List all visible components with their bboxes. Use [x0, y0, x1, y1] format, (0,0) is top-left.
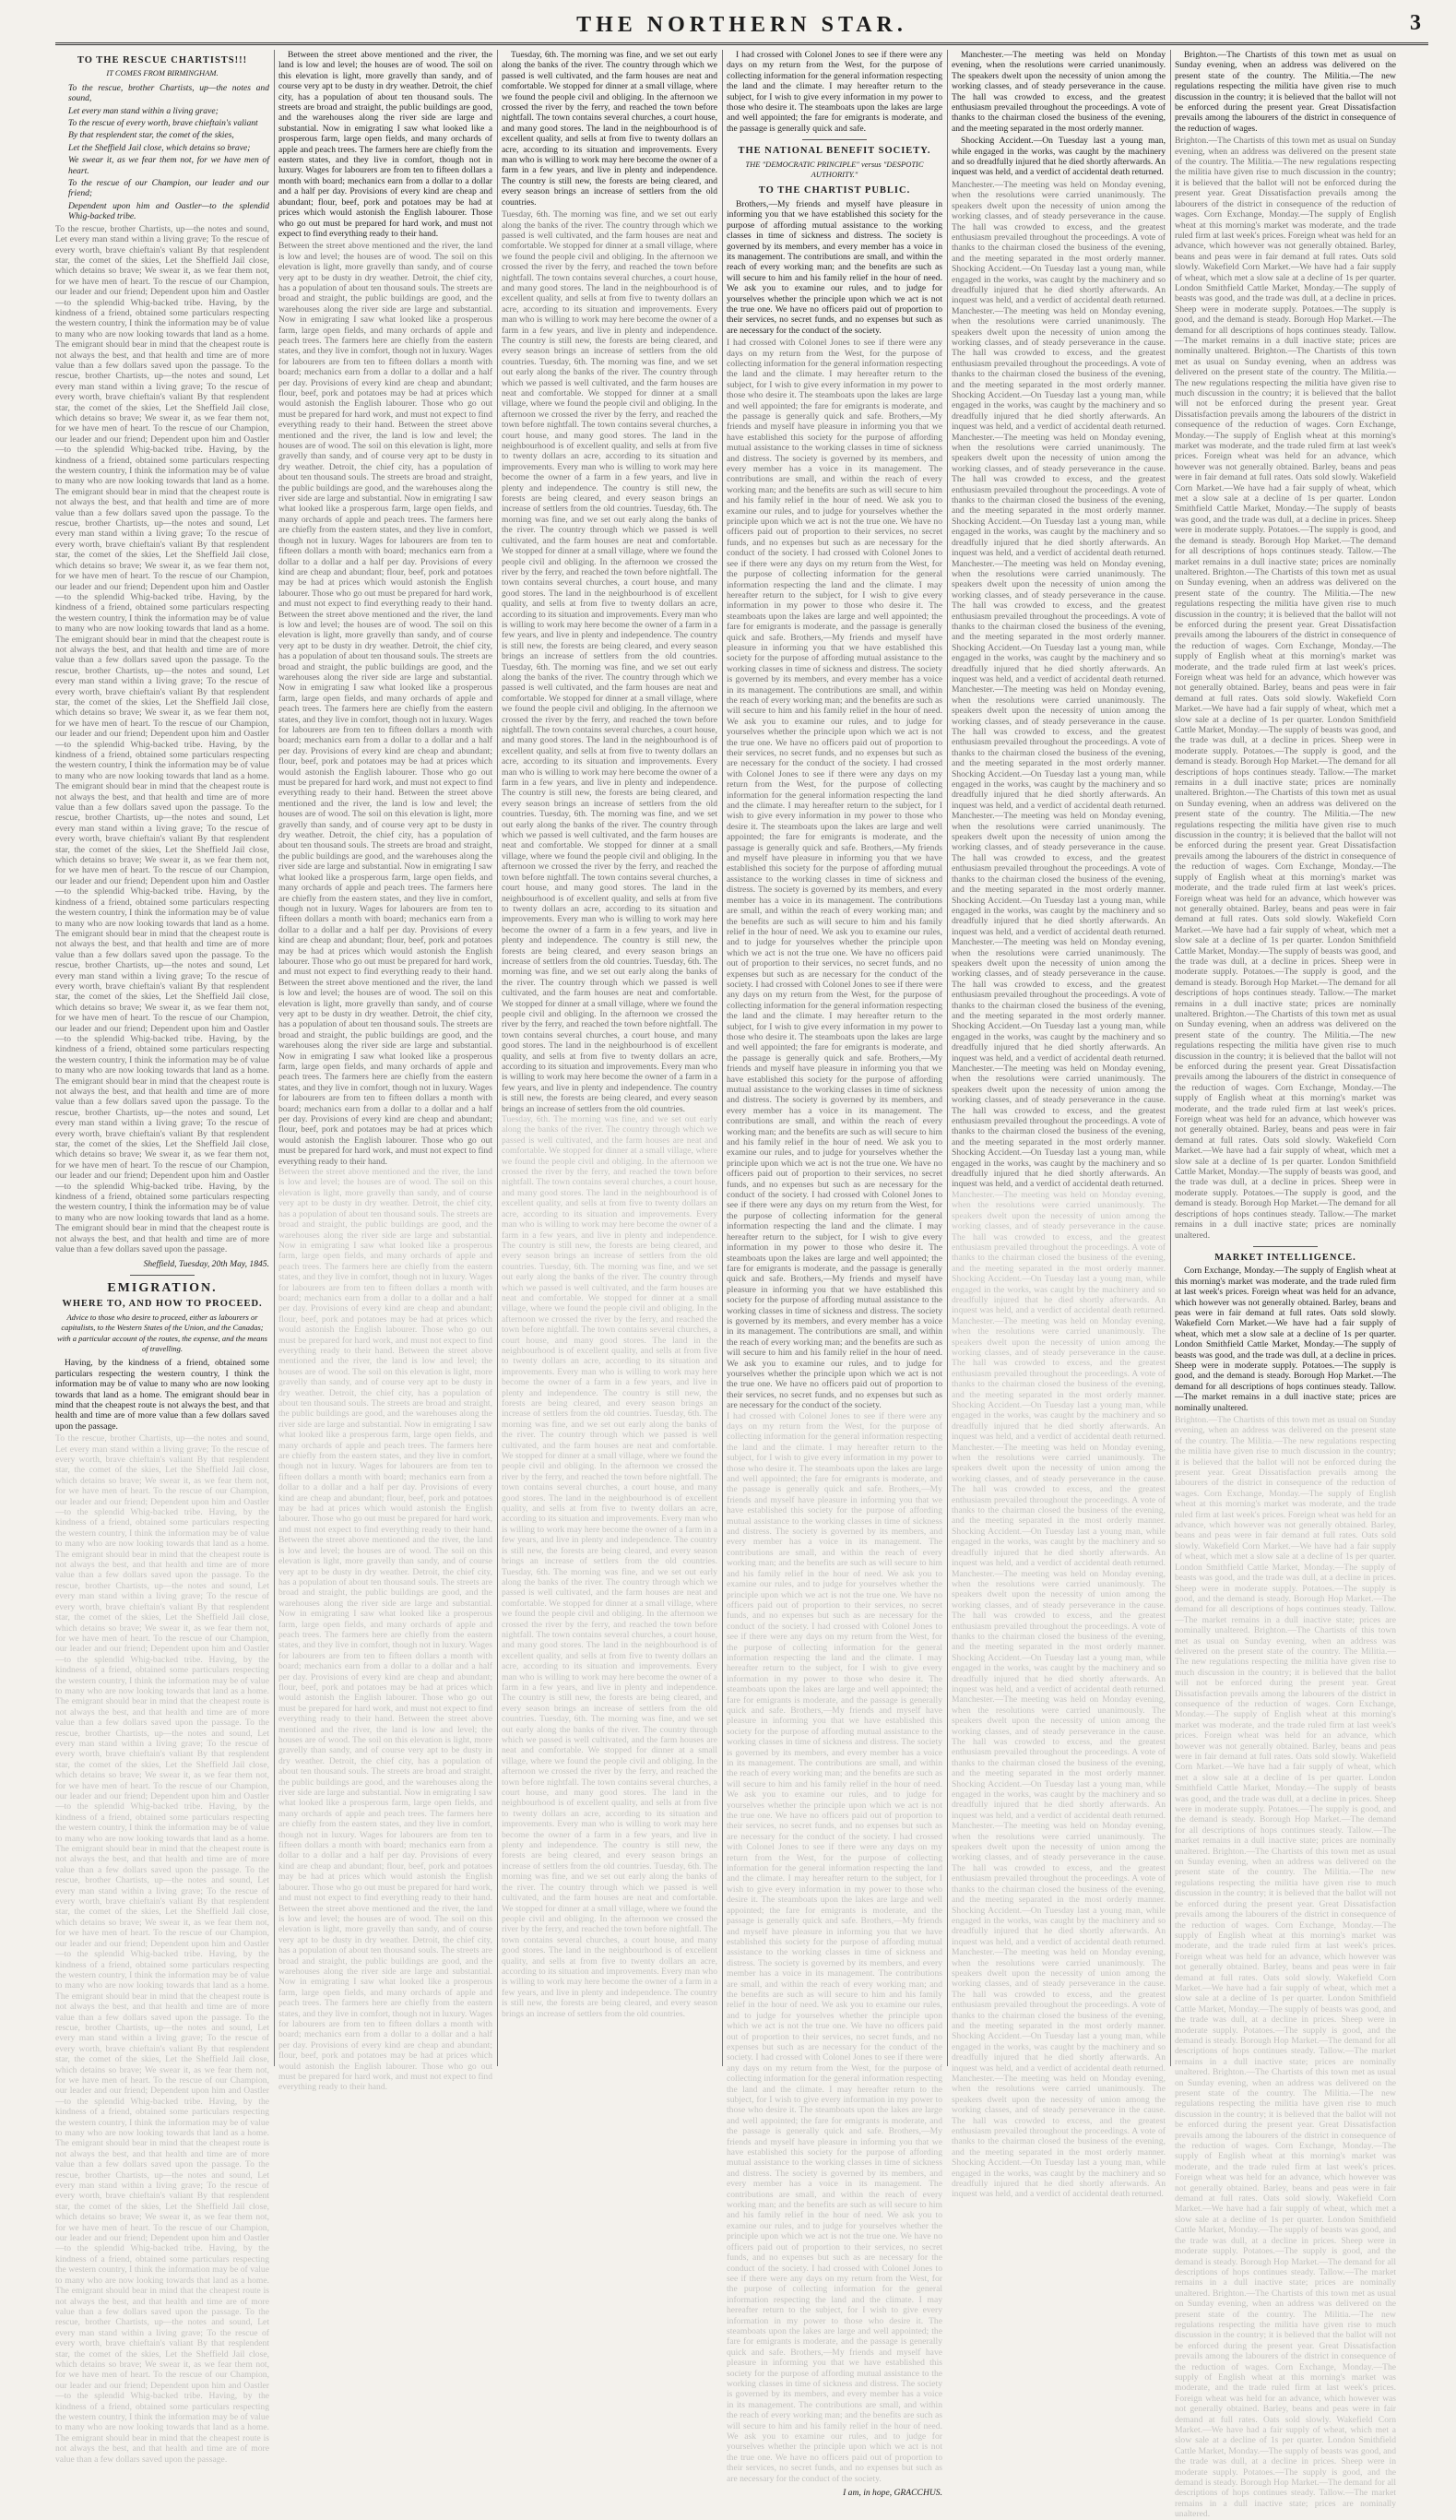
market-faded-text: Brighton.—The Chartists of this town met as usual on Sunday evening, when an address was delivered on the present state of the country. The Militia.—The new regulations respecting the militia have given rise to much discussion in the country; it is believed that the ballot will not be enforced during the present year. Great Dissatisfaction prevails among the labourers of the district in consequence of the reduction of wages. Corn Exchange, Monday.—The supply of English wheat at this morning's market was moderate, and the trade ruled firm at last week's prices. Foreign wheat was held for an advance, which however was not generally obtained. Barley, beans and peas were in fair demand at full rates. Oats sold slowly. Wakefield Corn Market.—We have had a fair supply of wheat, which met a slow sale at a decline of 1s per quarter. London Smithfield Cattle Market, Monday.—The supply of beasts was good, and the trade was dull, at a decline in prices. Sheep were in moderate supply. Potatoes.—The supply is good, and the demand is steady. Borough Hop Market.—The demand for all descriptions of hops continues steady. Tallow.—The market remains in a dull inactive state; prices are nominally unaltered. Brighton.—The Chartists of this town met as usual on Sunday evening, when an address was delivered on the present state of the country. The Militia.—The new regulations respecting the militia have given rise to much discussion in the country; it is believed that the ballot will not be enforced during the present year. Great Dissatisfaction prevails among the labourers of the district in consequence of the reduction of wages. Corn Exchange, Monday.—The supply of English wheat at this morning's market was moderate, and the trade ruled firm at last week's prices. Foreign wheat was held for an advance, which however was not generally obtained. Barley, beans and peas were in fair demand at full rates. Oats sold slowly. Wakefield Corn Market.—We have had a fair supply of wheat, which met a slow sale at a decline of 1s per quarter. London Smithfield Cattle Market, Monday.—The supply of beasts was good, and the trade was dull, at a decline in prices. Sheep were in moderate supply. Potatoes.—The supply is good, and the demand is steady. Borough Hop Market.—The demand for all descriptions of hops continues steady. Tallow.—The market remains in a dull inactive state; prices are nominally unaltered. Brighton.—The Chartists of this town met as usual on Sunday evening, when an address was delivered on the present state of the country. The Militia.—The new regulations respecting the militia have given rise to much discussion in the country; it is believed that the ballot will not be enforced during the present year. Great Dissatisfaction prevails among the labourers of the district in consequence of the reduction of wages. Corn Exchange, Monday.—The supply of English wheat at this morning's market was moderate, and the trade ruled firm at last week's prices. Foreign wheat was held for an advance, which however was not generally obtained. Barley, beans and peas were in fair demand at full rates. Oats sold slowly. Wakefield Corn Market.—We have had a fair supply of wheat, which met a slow sale at a decline of 1s per quarter. London Smithfield Cattle Market, Monday.—The supply of beasts was good, and the trade was dull, at a decline in prices. Sheep were in moderate supply. Potatoes.—The supply is good, and the demand is steady. Borough Hop Market.—The demand for all descriptions of hops continues steady. Tallow.—The market remains in a dull inactive state; prices are nominally unaltered. Brighton.—The Chartists of this town met as usual on Sunday evening, when an address was delivered on the present state of the country. The Militia.—The new regulations respecting the militia have given rise to much discussion in the country; it is believed that the ballot will not be enforced during the present year. Great Dissatisfaction prevails among the labourers of the district in consequence of the reduction of wages. Corn Exchange, Monday.—The supply of English wheat at this morning's market was moderate, and the trade ruled firm at last week's prices. Foreign wheat was held for an advance, which however was not generally obtained. Barley, beans and peas were in fair demand at full rates. Oats sold slowly. Wakefield Corn Market.—We have had a fair supply of wheat, which met a slow sale at a decline of 1s per quarter. London Smithfield Cattle Market, Monday.—The supply of beasts was good, and the trade was dull, at a decline in prices. Sheep were in moderate supply. Potatoes.—The supply is good, and the demand is steady. Borough Hop Market.—The demand for all descriptions of hops continues steady. Tallow.—The market remains in a dull inactive state; prices are nominally unaltered. Brighton.—The Chartists of this town met as usual on Sunday evening, when an address was delivered on the present state of the country. The Militia.—The new regulations respecting the militia have given rise to much discussion in the country; it is believed that the ballot will not be enforced during the present year. Great Dissatisfaction prevails among the labourers of the district in consequence of the reduction of wages. Corn Exchange, Monday.—The supply of English wheat at this morning's market was moderate, and the trade ruled firm at last week's prices. Foreign wheat was held for an advance, which however was not generally obtained. Barley, beans and peas were in fair demand at full rates. Oats sold slowly. Wakefield Corn Market.—We have had a fair supply of wheat, which met a slow sale at a decline of 1s per quarter. London Smithfield Cattle Market, Monday.—The supply of beasts was good, and the trade was dull, at a decline in prices. Sheep were in moderate supply. Potatoes.—The supply is good, and the demand is steady. Borough Hop Market.—The demand for all descriptions of hops continues steady. Tallow.—The market remains in a dull inactive state; prices are nominally unaltered. — [1175, 1415, 1399, 2520]
market-body: Corn Exchange, Monday.—The supply of English wheat at this morning's market was moderate, and the trade ruled firm at last week's prices. Foreign wheat was held for an advance, which however was not generally obtained. Barley, beans and peas were in fair demand at full rates. Oats sold slowly. Wakefield Corn Market.—We have had a fair supply of wheat, which met a slow sale at a decline of 1s per quarter. London Smithfield Cattle Market, Monday.—The supply of beasts was good, and the trade was dull, at a decline in prices. Sheep were in moderate supply. Potatoes.—The supply is good, and the demand is steady. Borough Hop Market.—The demand for all descriptions of hops continues steady. Tallow.—The market remains in a dull inactive state; prices are nominally unaltered. — [1175, 1266, 1396, 1413]
article-faded-text: Between the street above mentioned and the river, the land is low and level; the houses are of wood. The soil on this elevation is light, more gravelly than sandy, and of course very apt to be dusty in dry weather. Detroit, the chief city, has a population of about ten thousand souls. The streets are broad and straight, the public buildings are good, and the warehouses along the river side are large and substantial. Now in emigrating I saw what looked like a prosperous farm, large open fields, and many orchards of apple and peach trees. The farmers here are chiefly from the eastern states, and they live in comfort, though not in luxury. Wages for labourers are from ten to fifteen dollars a month with board; mechanics earn from a dollar to a dollar and a half per day. Provisions of every kind are cheap and abundant; flour, beef, pork and potatoes may be had at prices which would astonish the English labourer. Those who go out must be prepared for hard work, and must not expect to find everything ready to their hand. Between the street above mentioned and the river, the land is low and level; the houses are of wood. The soil on this elevation is light, more gravelly than sandy, and of course very apt to be dusty in dry weather. Detroit, the chief city, has a population of about ten thousand souls. The streets are broad and straight, the public buildings are good, and the warehouses along the river side are large and substantial. Now in emigrating I saw what looked like a prosperous farm, large open fields, and many orchards of apple and peach trees. The farmers here are chiefly from the eastern states, and they live in comfort, though not in luxury. Wages for labourers are from ten to fifteen dollars a month with board; mechanics earn from a dollar to a dollar and a half per day. Provisions of every kind are cheap and abundant; flour, beef, pork and potatoes may be had at prices which would astonish the English labourer. Those who go out must be prepared for hard work, and must not expect to find everything ready to their hand. Between the street above mentioned and the river, the land is low and level; the houses are of wood. The soil on this elevation is light, more gravelly than sandy, and of course very apt to be dusty in dry weather. Detroit, the chief city, has a population of about ten thousand souls. The streets are broad and straight, the public buildings are good, and the warehouses along the river side are large and substantial. Now in emigrating I saw what looked like a prosperous farm, large open fields, and many orchards of apple and peach trees. The farmers here are chiefly from the eastern states, and they live in comfort, though not in luxury. Wages for labourers are from ten to fifteen dollars a month with board; mechanics earn from a dollar to a dollar and a half per day. Provisions of every kind are cheap and abundant; flour, beef, pork and potatoes may be had at prices which would astonish the English labourer. Those who go out must be prepared for hard work, and must not expect to find everything ready to their hand. Between the street above mentioned and the river, the land is low and level; the houses are of wood. The soil on this elevation is light, more gravelly than sandy, and of course very apt to be dusty in dry weather. Detroit, the chief city, has a population of about ten thousand souls. The streets are broad and straight, the public buildings are good, and the warehouses along the river side are large and substantial. Now in emigrating I saw what looked like a prosperous farm, large open fields, and many orchards of apple and peach trees. The farmers here are chiefly from the eastern states, and they live in comfort, though not in luxury. Wages for labourers are from ten to fifteen dollars a month with board; mechanics earn from a dollar to a dollar and a half per day. Provisions of every kind are cheap and abundant; flour, beef, pork and potatoes may be had at prices which would astonish the English labourer. Those who go out must be prepared for hard work, and must not expect to find everything ready to their hand. Between the street above mentioned and the river, the land is low and level; the houses are of wood. The soil on this elevation is light, more gravelly than sandy, and of course very apt to be dusty in dry weather. Detroit, the chief city, has a population of about ten thousand souls. The streets are broad and straight, the public buildings are good, and the warehouses along the river side are large and substantial. Now in emigrating I saw what looked like a prosperous farm, large open fields, and many orchards of apple and peach trees. The farmers here are chiefly from the eastern states, and they live in comfort, though not in luxury. Wages for labourers are from ten to fifteen dollars a month with board; mechanics earn from a dollar to a dollar and a half per day. Provisions of every kind are cheap and abundant; flour, beef, pork and potatoes may be had at prices which would astonish the English labourer. Those who go out must be prepared for hard work, and must not expect to find everything ready to their hand. — [278, 1167, 495, 2093]
article-faded-text: Tuesday, 6th. The morning was fine, and we set out early along the banks of the river. The country through which we passed is well cultivated, and the farm houses are neat and comfortable. We stopped for dinner at a small village, where we found the people civil and obliging. In the afternoon we crossed the river by the ferry, and reached the town before nightfall. The town contains several churches, a court house, and many good stores. The land in the neighbourhood is of excellent quality, and sells at from five to twenty dollars an acre, according to its situation and improvements. Every man who is willing to work may here become the owner of a farm in a few years, and live in plenty and independence. The country is still new, the forests are being cleared, and every season brings an increase of settlers from the old countries. Tuesday, 6th. The morning was fine, and we set out early along the banks of the river. The country through which we passed is well cultivated, and the farm houses are neat and comfortable. We stopped for dinner at a small village, where we found the people civil and obliging. In the afternoon we crossed the river by the ferry, and reached the town before nightfall. The town contains several churches, a court house, and many good stores. The land in the neighbourhood is of excellent quality, and sells at from five to twenty dollars an acre, according to its situation and improvements. Every man who is willing to work may here become the owner of a farm in a few years, and live in plenty and independence. The country is still new, the forests are being cleared, and every season brings an increase of settlers from the old countries. Tuesday, 6th. The morning was fine, and we set out early along the banks of the river. The country through which we passed is well cultivated, and the farm houses are neat and comfortable. We stopped for dinner at a small village, where we found the people civil and obliging. In the afternoon we crossed the river by the ferry, and reached the town before nightfall. The town contains several churches, a court house, and many good stores. The land in the neighbourhood is of excellent quality, and sells at from five to twenty dollars an acre, according to its situation and improvements. Every man who is willing to work may here become the owner of a farm in a few years, and live in plenty and independence. The country is still new, the forests are being cleared, and every season brings an increase of settlers from the old countries. Tuesday, 6th. The morning was fine, and we set out early along the banks of the river. The country through which we passed is well cultivated, and the farm houses are neat and comfortable. We stopped for dinner at a small village, where we found the people civil and obliging. In the afternoon we crossed the river by the ferry, and reached the town before nightfall. The town contains several churches, a court house, and many good stores. The land in the neighbourhood is of excellent quality, and sells at from five to twenty dollars an acre, according to its situation and improvements. Every man who is willing to work may here become the owner of a farm in a few years, and live in plenty and independence. The country is still new, the forests are being cleared, and every season brings an increase of settlers from the old countries. Tuesday, 6th. The morning was fine, and we set out early along the banks of the river. The country through which we passed is well cultivated, and the farm houses are neat and comfortable. We stopped for dinner at a small village, where we found the people civil and obliging. In the afternoon we crossed the river by the ferry, and reached the town before nightfall. The town contains several churches, a court house, and many good stores. The land in the neighbourhood is of excellent quality, and sells at from five to twenty dollars an acre, according to its situation and improvements. Every man who is willing to work may here become the owner of a farm in a few years, and live in plenty and independence. The country is still new, the forests are being cleared, and every season brings an increase of settlers from the old countries. Tuesday, 6th. The morning was fine, and we set out early along the banks of the river. The country through which we passed is well cultivated, and the farm houses are neat and comfortable. We stopped for dinner at a small village, where we found the people civil and obliging. In the afternoon we crossed the river by the ferry, and reached the town before nightfall. The town contains several churches, a court house, and many good stores. The land in the neighbourhood is of excellent quality, and sells at from five to twenty dollars an acre, according to its situation and improvements. Every man who is willing to work may here become the owner of a farm in a few years, and live in plenty and independence. The country is still new, the forests are being cleared, and every season brings an increase of settlers from the old countries. — [502, 1114, 720, 2019]
news-body-2: Shocking Accident.—On Tuesday last a young man, while engaged in the works, was caught by the machinery and so dreadfully injured that he died shortly afterwards. An inquest was held, and a verdict of accidental death returned. — [952, 136, 1166, 178]
poem-line: We swear it, as we fear them not, for we have men of heart. — [68, 155, 269, 176]
column-4 — [727, 50, 945, 2499]
section-divider — [130, 1275, 195, 1276]
column-rule — [497, 50, 498, 2066]
article-body: I had crossed with Colonel Jones to see if there were any days on my return from the West, for the purpose of collecting information for the general information respecting the land and the climate. I may hereafter return to the subject, for I wish to give every information in my power to those who desire it. The steamboats upon the lakes are large and well appointed; the fare for emigrants is moderate, and the passage is generally quick and safe. — [727, 50, 942, 134]
news-continuation: Manchester.—The meeting was held on Monday evening, when the resolutions were carried unanimously. The speakers dwelt upon the necessity of union among the working classes, and of steady perseverance in the cause. The hall was crowded to excess, and the greatest enthusiasm prevailed throughout the proceedings. A vote of thanks to the chairman closed the business of the evening, and the meeting separated in the most orderly manner. Shocking Accident.—On Tuesday last a young man, while engaged in the works, was caught by the machinery and so dreadfully injured that he died shortly afterwards. An inquest was held, and a verdict of accidental death returned. Manchester.—The meeting was held on Monday evening, when the resolutions were carried unanimously. The speakers dwelt upon the necessity of union among the working classes, and of steady perseverance in the cause. The hall was crowded to excess, and the greatest enthusiasm prevailed throughout the proceedings. A vote of thanks to the chairman closed the business of the evening, and the meeting separated in the most orderly manner. Shocking Accident.—On Tuesday last a young man, while engaged in the works, was caught by the machinery and so dreadfully injured that he died shortly afterwards. An inquest was held, and a verdict of accidental death returned. Manchester.—The meeting was held on Monday evening, when the resolutions were carried unanimously. The speakers dwelt upon the necessity of union among the working classes, and of steady perseverance in the cause. The hall was crowded to excess, and the greatest enthusiasm prevailed throughout the proceedings. A vote of thanks to the chairman closed the business of the evening, and the meeting separated in the most orderly manner. Shocking Accident.—On Tuesday last a young man, while engaged in the works, was caught by the machinery and so dreadfully injured that he died shortly afterwards. An inquest was held, and a verdict of accidental death returned. Manchester.—The meeting was held on Monday evening, when the resolutions were carried unanimously. The speakers dwelt upon the necessity of union among the working classes, and of steady perseverance in the cause. The hall was crowded to excess, and the greatest enthusiasm prevailed throughout the proceedings. A vote of thanks to the chairman closed the business of the evening, and the meeting separated in the most orderly manner. Shocking Accident.—On Tuesday last a young man, while engaged in the works, was caught by the machinery and so dreadfully injured that he died shortly afterwards. An inquest was held, and a verdict of accidental death returned. Manchester.—The meeting was held on Monday evening, when the resolutions were carried unanimously. The speakers dwelt upon the necessity of union among the working classes, and of steady perseverance in the cause. The hall was crowded to excess, and the greatest enthusiasm prevailed throughout the proceedings. A vote of thanks to the chairman closed the business of the evening, and the meeting separated in the most orderly manner. Shocking Accident.—On Tuesday last a young man, while engaged in the works, was caught by the machinery and so dreadfully injured that he died shortly afterwards. An inquest was held, and a verdict of accidental death returned. Manchester.—The meeting was held on Monday evening, when the resolutions were carried unanimously. The speakers dwelt upon the necessity of union among the working classes, and of steady perseverance in the cause. The hall was crowded to excess, and the greatest enthusiasm prevailed throughout the proceedings. A vote of thanks to the chairman closed the business of the evening, and the meeting separated in the most orderly manner. Shocking Accident.—On Tuesday last a young man, while engaged in the works, was caught by the machinery and so dreadfully injured that he died shortly afterwards. An inquest was held, and a verdict of accidental death returned. Manchester.—The meeting was held on Monday evening, when the resolutions were carried unanimously. The speakers dwelt upon the necessity of union among the working classes, and of steady perseverance in the cause. The hall was crowded to excess, and the greatest enthusiasm prevailed throughout the proceedings. A vote of thanks to the chairman closed the business of the evening, and the meeting separated in the most orderly manner. Shocking Accident.—On Tuesday last a young man, while engaged in the works, was caught by the machinery and so dreadfully injured that he died shortly afterwards. An inquest was held, and a verdict of accidental death returned. Manchester.—The meeting was held on Monday evening, when the resolutions were carried unanimously. The speakers dwelt upon the necessity of union among the working classes, and of steady perseverance in the cause. The hall was crowded to excess, and the greatest enthusiasm prevailed throughout the proceedings. A vote of thanks to the chairman closed the business of the evening, and the meeting separated in the most orderly manner. Shocking Accident.—On Tuesday last a young man, while engaged in the works, was caught by the machinery and so dreadfully injured that he died shortly afterwards. An inquest was held, and a verdict of accidental death returned. — [952, 179, 1168, 1190]
section-divider — [1253, 1246, 1318, 1247]
emigration-intro: Advice to those who desire to proceed, either as labourers or capitalists, to the Western States of the Union, and the Canadas; with a particular account of the routes, the expense, and the means of travelling. — [57, 1312, 267, 1353]
nbs-faded-text: I had crossed with Colonel Jones to see if there were any days on my return from the West, for the purpose of collecting information for the general information respecting the land and the climate. I may hereafter return to the subject, for I wish to give every information in my power to those who desire it. The steamboats upon the lakes are large and well appointed; the fare for emigrants is moderate, and the passage is generally quick and safe. Brothers,—My friends and myself have pleasure in informing you that we have established this society for the purpose of affording mutual assistance to the working classes in time of sickness and distress. The society is governed by its members, and every member has a voice in its management. The contributions are small, and within the reach of every working man; and the benefits are such as will secure to him and his family relief in the hour of need. We ask you to examine our rules, and to judge for yourselves whether the principle upon which we act is not the true one. We have no officers paid out of proportion to their services, no secret funds, and no expenses but such as are necessary for the conduct of the society. I had crossed with Colonel Jones to see if there were any days on my return from the West, for the purpose of collecting information for the general information respecting the land and the climate. I may hereafter return to the subject, for I wish to give every information in my power to those who desire it. The steamboats upon the lakes are large and well appointed; the fare for emigrants is moderate, and the passage is generally quick and safe. Brothers,—My friends and myself have pleasure in informing you that we have established this society for the purpose of affording mutual assistance to the working classes in time of sickness and distress. The society is governed by its members, and every member has a voice in its management. The contributions are small, and within the reach of every working man; and the benefits are such as will secure to him and his family relief in the hour of need. We ask you to examine our rules, and to judge for yourselves whether the principle upon which we act is not the true one. We have no officers paid out of proportion to their services, no secret funds, and no expenses but such as are necessary for the conduct of the society. I had crossed with Colonel Jones to see if there were any days on my return from the West, for the purpose of collecting information for the general information respecting the land and the climate. I may hereafter return to the subject, for I wish to give every information in my power to those who desire it. The steamboats upon the lakes are large and well appointed; the fare for emigrants is moderate, and the passage is generally quick and safe. Brothers,—My friends and myself have pleasure in informing you that we have established this society for the purpose of affording mutual assistance to the working classes in time of sickness and distress. The society is governed by its members, and every member has a voice in its management. The contributions are small, and within the reach of every working man; and the benefits are such as will secure to him and his family relief in the hour of need. We ask you to examine our rules, and to judge for yourselves whether the principle upon which we act is not the true one. We have no officers paid out of proportion to their services, no secret funds, and no expenses but such as are necessary for the conduct of the society. I had crossed with Colonel Jones to see if there were any days on my return from the West, for the purpose of collecting information for the general information respecting the land and the climate. I may hereafter return to the subject, for I wish to give every information in my power to those who desire it. The steamboats upon the lakes are large and well appointed; the fare for emigrants is moderate, and the passage is generally quick and safe. Brothers,—My friends and myself have pleasure in informing you that we have established this society for the purpose of affording mutual assistance to the working classes in time of sickness and distress. The society is governed by its members, and every member has a voice in its management. The contributions are small, and within the reach of every working man; and the benefits are such as will secure to him and his family relief in the hour of need. We ask you to examine our rules, and to judge for yourselves whether the principle upon which we act is not the true one. We have no officers paid out of proportion to their services, no secret funds, and no expenses but such as are necessary for the conduct of the society. I had crossed with Colonel Jones to see if there were any days on my return from the West, for the purpose of collecting information for the general information respecting the land and the climate. I may hereafter return to the subject, for I wish to give every information in my power to those who desire it. The steamboats upon the lakes are large and well appointed; the fare for emigrants is moderate, and the passage is generally quick and safe. Brothers,—My friends and myself have pleasure in informing you that we have established this society for the purpose of affording mutual assistance to the working classes in time of sickness and distress. The society is governed by its members, and every member has a voice in its management. The contributions are small, and within the reach of every working man; and the benefits are such as will secure to him and his family relief in the hour of need. We ask you to examine our rules, and to judge for yourselves whether the principle upon which we act is not the true one. We have no officers paid out of proportion to their services, no secret funds, and no expenses but such as are necessary for the conduct of the society. — [727, 1410, 945, 2484]
column-2 — [278, 50, 495, 2093]
article-continuation: Between the street above mentioned and the river, the land is low and level; the houses are of wood. The soil on this elevation is light, more gravelly than sandy, and of course very apt to be dusty in dry weather. Detroit, the chief city, has a population of about ten thousand souls. The streets are broad and straight, the public buildings are good, and the warehouses along the river side are large and substantial. Now in emigrating I saw what looked like a prosperous farm, large open fields, and many orchards of apple and peach trees. The farmers here are chiefly from the eastern states, and they live in comfort, though not in luxury. Wages for labourers are from ten to fifteen dollars a month with board; mechanics earn from a dollar to a dollar and a half per day. Provisions of every kind are cheap and abundant; flour, beef, pork and potatoes may be had at prices which would astonish the English labourer. Those who go out must be prepared for hard work, and must not expect to find everything ready to their hand. Between the street above mentioned and the river, the land is low and level; the houses are of wood. The soil on this elevation is light, more gravelly than sandy, and of course very apt to be dusty in dry weather. Detroit, the chief city, has a population of about ten thousand souls. The streets are broad and straight, the public buildings are good, and the warehouses along the river side are large and substantial. Now in emigrating I saw what looked like a prosperous farm, large open fields, and many orchards of apple and peach trees. The farmers here are chiefly from the eastern states, and they live in comfort, though not in luxury. Wages for labourers are from ten to fifteen dollars a month with board; mechanics earn from a dollar to a dollar and a half per day. Provisions of every kind are cheap and abundant; flour, beef, pork and potatoes may be had at prices which would astonish the English labourer. Those who go out must be prepared for hard work, and must not expect to find everything ready to their hand. Between the street above mentioned and the river, the land is low and level; the houses are of wood. The soil on this elevation is light, more gravelly than sandy, and of course very apt to be dusty in dry weather. Detroit, the chief city, has a population of about ten thousand souls. The streets are broad and straight, the public buildings are good, and the warehouses along the river side are large and substantial. Now in emigrating I saw what looked like a prosperous farm, large open fields, and many orchards of apple and peach trees. The farmers here are chiefly from the eastern states, and they live in comfort, though not in luxury. Wages for labourers are from ten to fifteen dollars a month with board; mechanics earn from a dollar to a dollar and a half per day. Provisions of every kind are cheap and abundant; flour, beef, pork and potatoes may be had at prices which would astonish the English labourer. Those who go out must be prepared for hard work, and must not expect to find everything ready to their hand. Between the street above mentioned and the river, the land is low and level; the houses are of wood. The soil on this elevation is light, more gravelly than sandy, and of course very apt to be dusty in dry weather. Detroit, the chief city, has a population of about ten thousand souls. The streets are broad and straight, the public buildings are good, and the warehouses along the river side are large and substantial. Now in emigrating I saw what looked like a prosperous farm, large open fields, and many orchards of apple and peach trees. The farmers here are chiefly from the eastern states, and they live in comfort, though not in luxury. Wages for labourers are from ten to fifteen dollars a month with board; mechanics earn from a dollar to a dollar and a half per day. Provisions of every kind are cheap and abundant; flour, beef, pork and potatoes may be had at prices which would astonish the English labourer. Those who go out must be prepared for hard work, and must not expect to find everything ready to their hand. Between the street above mentioned and the river, the land is low and level; the houses are of wood. The soil on this elevation is light, more gravelly than sandy, and of course very apt to be dusty in dry weather. Detroit, the chief city, has a population of about ten thousand souls. The streets are broad and straight, the public buildings are good, and the warehouses along the river side are large and substantial. Now in emigrating I saw what looked like a prosperous farm, large open fields, and many orchards of apple and peach trees. The farmers here are chiefly from the eastern states, and they live in comfort, though not in luxury. Wages for labourers are from ten to fifteen dollars a month with board; mechanics earn from a dollar to a dollar and a half per day. Provisions of every kind are cheap and abundant; flour, beef, pork and potatoes may be had at prices which would astonish the English labourer. Those who go out must be prepared for hard work, and must not expect to find everything ready to their hand. — [278, 241, 495, 1167]
emigration-subheading: WHERE TO, AND HOW TO PROCEED. — [62, 1299, 263, 1310]
article-body: Tuesday, 6th. The morning was fine, and we set out early along the banks of the river. The country through which we passed is well cultivated, and the farm houses are neat and comfortable. We stopped for dinner at a small village, where we found the people civil and obliging. In the afternoon we crossed the river by the ferry, and reached the town before nightfall. The town contains several churches, a court house, and many good stores. The land in the neighbourhood is of excellent quality, and sells at from five to twenty dollars an acre, according to its situation and improvements. Every man who is willing to work may here become the owner of a farm in a few years, and live in plenty and independence. The country is still new, the forests are being cleared, and every season brings an increase of settlers from the old countries. — [502, 50, 717, 208]
nbs-subheading: THE "DEMOCRATIC PRINCIPLE" versus "DESPOTIC AUTHORITY." — [745, 159, 924, 180]
column-3 — [502, 50, 720, 2066]
poem-line: Let every man stand within a living grave; — [68, 105, 219, 116]
poem-line: Let the Sheffield Jail close, which detains so brave; — [68, 142, 251, 153]
poem-line: To the rescue of our Champion, our leader and our friend; — [68, 178, 269, 199]
section-divider — [802, 139, 867, 140]
news-continuation: Brighton.—The Chartists of this town met as usual on Sunday evening, when an address was delivered on the present state of the country. The Militia.—The new regulations respecting the militia have given rise to much discussion in the country; it is believed that the ballot will not be enforced during the present year. Great Dissatisfaction prevails among the labourers of the district in consequence of the reduction of wages. Corn Exchange, Monday.—The supply of English wheat at this morning's market was moderate, and the trade ruled firm at last week's prices. Foreign wheat was held for an advance, which however was not generally obtained. Barley, beans and peas were in fair demand at full rates. Oats sold slowly. Wakefield Corn Market.—We have had a fair supply of wheat, which met a slow sale at a decline of 1s per quarter. London Smithfield Cattle Market, Monday.—The supply of beasts was good, and the trade was dull, at a decline in prices. Sheep were in moderate supply. Potatoes.—The supply is good, and the demand is steady. Borough Hop Market.—The demand for all descriptions of hops continues steady. Tallow.—The market remains in a dull inactive state; prices are nominally unaltered. Brighton.—The Chartists of this town met as usual on Sunday evening, when an address was delivered on the present state of the country. The Militia.—The new regulations respecting the militia have given rise to much discussion in the country; it is believed that the ballot will not be enforced during the present year. Great Dissatisfaction prevails among the labourers of the district in consequence of the reduction of wages. Corn Exchange, Monday.—The supply of English wheat at this morning's market was moderate, and the trade ruled firm at last week's prices. Foreign wheat was held for an advance, which however was not generally obtained. Barley, beans and peas were in fair demand at full rates. Oats sold slowly. Wakefield Corn Market.—We have had a fair supply of wheat, which met a slow sale at a decline of 1s per quarter. London Smithfield Cattle Market, Monday.—The supply of beasts was good, and the trade was dull, at a decline in prices. Sheep were in moderate supply. Potatoes.—The supply is good, and the demand is steady. Borough Hop Market.—The demand for all descriptions of hops continues steady. Tallow.—The market remains in a dull inactive state; prices are nominally unaltered. Brighton.—The Chartists of this town met as usual on Sunday evening, when an address was delivered on the present state of the country. The Militia.—The new regulations respecting the militia have given rise to much discussion in the country; it is believed that the ballot will not be enforced during the present year. Great Dissatisfaction prevails among the labourers of the district in consequence of the reduction of wages. Corn Exchange, Monday.—The supply of English wheat at this morning's market was moderate, and the trade ruled firm at last week's prices. Foreign wheat was held for an advance, which however was not generally obtained. Barley, beans and peas were in fair demand at full rates. Oats sold slowly. Wakefield Corn Market.—We have had a fair supply of wheat, which met a slow sale at a decline of 1s per quarter. London Smithfield Cattle Market, Monday.—The supply of beasts was good, and the trade was dull, at a decline in prices. Sheep were in moderate supply. Potatoes.—The supply is good, and the demand is steady. Borough Hop Market.—The demand for all descriptions of hops continues steady. Tallow.—The market remains in a dull inactive state; prices are nominally unaltered. Brighton.—The Chartists of this town met as usual on Sunday evening, when an address was delivered on the present state of the country. The Militia.—The new regulations respecting the militia have given rise to much discussion in the country; it is believed that the ballot will not be enforced during the present year. Great Dissatisfaction prevails among the labourers of the district in consequence of the reduction of wages. Corn Exchange, Monday.—The supply of English wheat at this morning's market was moderate, and the trade ruled firm at last week's prices. Foreign wheat was held for an advance, which however was not generally obtained. Barley, beans and peas were in fair demand at full rates. Oats sold slowly. Wakefield Corn Market.—We have had a fair supply of wheat, which met a slow sale at a decline of 1s per quarter. London Smithfield Cattle Market, Monday.—The supply of beasts was good, and the trade was dull, at a decline in prices. Sheep were in moderate supply. Potatoes.—The supply is good, and the demand is steady. Borough Hop Market.—The demand for all descriptions of hops continues steady. Tallow.—The market remains in a dull inactive state; prices are nominally unaltered. Brighton.—The Chartists of this town met as usual on Sunday evening, when an address was delivered on the present state of the country. The Militia.—The new regulations respecting the militia have given rise to much discussion in the country; it is believed that the ballot will not be enforced during the present year. Great Dissatisfaction prevails among the labourers of the district in consequence of the reduction of wages. Corn Exchange, Monday.—The supply of English wheat at this morning's market was moderate, and the trade ruled firm at last week's prices. Foreign wheat was held for an advance, which however was not generally obtained. Barley, beans and peas were in fair demand at full rates. Oats sold slowly. Wakefield Corn Market.—We have had a fair supply of wheat, which met a slow sale at a decline of 1s per quarter. London Smithfield Cattle Market, Monday.—The supply of beasts was good, and the trade was dull, at a decline in prices. Sheep were in moderate supply. Potatoes.—The supply is good, and the demand is steady. Borough Hop Market.—The demand for all descriptions of hops continues steady. Tallow.—The market remains in a dull inactive state; prices are nominally unaltered. — [1175, 136, 1399, 1241]
poem-line: To the rescue, brother Chartists, up—the notes and sound, — [68, 82, 269, 104]
column-rule — [274, 50, 275, 2066]
poem-subtitle: IT COMES FROM BIRMINGHAM. — [106, 68, 219, 78]
poem-line: By that resplendent star, the comet of the skies, — [68, 130, 234, 141]
masthead-title: THE NORTHERN STAR. — [576, 13, 907, 37]
poem-line: Dependent upon him and Oastler—to the splendid Whig-backed tribe. — [68, 200, 269, 222]
nbs-body: Brothers,—My friends and myself have pleasure in informing you that we have established this society for the purpose of affording mutual assistance to the working classes in time of sickness and distress. The society is governed by its members, and every member has a voice in its management. The contributions are small, and within the reach of every working man; and the benefits are such as will secure to him and his family relief in the hour of need. We ask you to examine our rules, and to judge for yourselves whether the principle upon which we act is not the true one. We have no officers paid out of proportion to their services, no secret funds, and no expenses but such as are necessary for the conduct of the society. — [727, 198, 942, 336]
poem-signature: Sheffield, Tuesday, 20th May, 1845. — [143, 1258, 269, 1269]
page-number: 3 — [1410, 11, 1421, 35]
poem-title: TO THE RESCUE CHARTISTS!!! — [77, 55, 248, 65]
masthead — [55, 11, 1428, 45]
column-1 — [55, 50, 272, 2465]
news-body: Manchester.—The meeting was held on Monday evening, when the resolutions were carried unanimously. The speakers dwelt upon the necessity of union among the working classes, and of steady perseverance in the cause. The hall was crowded to excess, and the greatest enthusiasm prevailed throughout the proceedings. A vote of thanks to the chairman closed the business of the evening, and the meeting separated in the most orderly manner. — [952, 50, 1166, 134]
article-body: Between the street above mentioned and the river, the land is low and level; the houses are of wood. The soil on this elevation is light, more gravelly than sandy, and of course very apt to be dusty in dry weather. Detroit, the chief city, has a population of about ten thousand souls. The streets are broad and straight, the public buildings are good, and the warehouses along the river side are large and substantial. Now in emigrating I saw what looked like a prosperous farm, large open fields, and many orchards of apple and peach trees. The farmers here are chiefly from the eastern states, and they live in comfort, though not in luxury. Wages for labourers are from ten to fifteen dollars a month with board; mechanics earn from a dollar to a dollar and a half per day. Provisions of every kind are cheap and abundant; flour, beef, pork and potatoes may be had at prices which would astonish the English labourer. Those who go out must be prepared for hard work, and must not expect to find everything ready to their hand. — [278, 50, 492, 239]
nbs-heading: THE NATIONAL BENEFIT SOCIETY. — [738, 146, 931, 157]
market-heading: MARKET INTELLIGENCE. — [1214, 1252, 1356, 1263]
news-body: Brighton.—The Chartists of this town met as usual on Sunday evening, when an address was delivered on the present state of the country. The Militia.—The new regulations respecting the militia have given rise to much discussion in the country; it is believed that the ballot will not be enforced during the present year. Great Dissatisfaction prevails among the labourers of the district in consequence of the reduction of wages. — [1175, 50, 1396, 134]
poem-line: To the rescue of every worth, brave chieftain's valiant — [68, 118, 258, 129]
news-faded-text: Manchester.—The meeting was held on Monday evening, when the resolutions were carried unanimously. The speakers dwelt upon the necessity of union among the working classes, and of steady perseverance in the cause. The hall was crowded to excess, and the greatest enthusiasm prevailed throughout the proceedings. A vote of thanks to the chairman closed the business of the evening, and the meeting separated in the most orderly manner. Shocking Accident.—On Tuesday last a young man, while engaged in the works, was caught by the machinery and so dreadfully injured that he died shortly afterwards. An inquest was held, and a verdict of accidental death returned. Manchester.—The meeting was held on Monday evening, when the resolutions were carried unanimously. The speakers dwelt upon the necessity of union among the working classes, and of steady perseverance in the cause. The hall was crowded to excess, and the greatest enthusiasm prevailed throughout the proceedings. A vote of thanks to the chairman closed the business of the evening, and the meeting separated in the most orderly manner. Shocking Accident.—On Tuesday last a young man, while engaged in the works, was caught by the machinery and so dreadfully injured that he died shortly afterwards. An inquest was held, and a verdict of accidental death returned. Manchester.—The meeting was held on Monday evening, when the resolutions were carried unanimously. The speakers dwelt upon the necessity of union among the working classes, and of steady perseverance in the cause. The hall was crowded to excess, and the greatest enthusiasm prevailed throughout the proceedings. A vote of thanks to the chairman closed the business of the evening, and the meeting separated in the most orderly manner. Shocking Accident.—On Tuesday last a young man, while engaged in the works, was caught by the machinery and so dreadfully injured that he died shortly afterwards. An inquest was held, and a verdict of accidental death returned. Manchester.—The meeting was held on Monday evening, when the resolutions were carried unanimously. The speakers dwelt upon the necessity of union among the working classes, and of steady perseverance in the cause. The hall was crowded to excess, and the greatest enthusiasm prevailed throughout the proceedings. A vote of thanks to the chairman closed the business of the evening, and the meeting separated in the most orderly manner. Shocking Accident.—On Tuesday last a young man, while engaged in the works, was caught by the machinery and so dreadfully injured that he died shortly afterwards. An inquest was held, and a verdict of accidental death returned. Manchester.—The meeting was held on Monday evening, when the resolutions were carried unanimously. The speakers dwelt upon the necessity of union among the working classes, and of steady perseverance in the cause. The hall was crowded to excess, and the greatest enthusiasm prevailed throughout the proceedings. A vote of thanks to the chairman closed the business of the evening, and the meeting separated in the most orderly manner. Shocking Accident.—On Tuesday last a young man, while engaged in the works, was caught by the machinery and so dreadfully injured that he died shortly afterwards. An inquest was held, and a verdict of accidental death returned. Manchester.—The meeting was held on Monday evening, when the resolutions were carried unanimously. The speakers dwelt upon the necessity of union among the working classes, and of steady perseverance in the cause. The hall was crowded to excess, and the greatest enthusiasm prevailed throughout the proceedings. A vote of thanks to the chairman closed the business of the evening, and the meeting separated in the most orderly manner. Shocking Accident.—On Tuesday last a young man, while engaged in the works, was caught by the machinery and so dreadfully injured that he died shortly afterwards. An inquest was held, and a verdict of accidental death returned. Manchester.—The meeting was held on Monday evening, when the resolutions were carried unanimously. The speakers dwelt upon the necessity of union among the working classes, and of steady perseverance in the cause. The hall was crowded to excess, and the greatest enthusiasm prevailed throughout the proceedings. A vote of thanks to the chairman closed the business of the evening, and the meeting separated in the most orderly manner. Shocking Accident.—On Tuesday last a young man, while engaged in the works, was caught by the machinery and so dreadfully injured that he died shortly afterwards. An inquest was held, and a verdict of accidental death returned. Manchester.—The meeting was held on Monday evening, when the resolutions were carried unanimously. The speakers dwelt upon the necessity of union among the working classes, and of steady perseverance in the cause. The hall was crowded to excess, and the greatest enthusiasm prevailed throughout the proceedings. A vote of thanks to the chairman closed the business of the evening, and the meeting separated in the most orderly manner. Shocking Accident.—On Tuesday last a young man, while engaged in the works, was caught by the machinery and so dreadfully injured that he died shortly afterwards. An inquest was held, and a verdict of accidental death returned. — [952, 1189, 1168, 2200]
column-rule — [947, 50, 948, 2066]
column-rule — [1170, 50, 1171, 2066]
emigration-heading: EMIGRATION. — [107, 1280, 218, 1295]
emigration-body: Having, by the kindness of a friend, obtained some particulars respecting the western country, I think the information may be of value to many who are now looking towards that land as a home. The emigrant should bear in mind that the cheapest route is not always the best, and that health and time are of more value than a few dollars saved upon the passage. — [55, 1358, 269, 1432]
nbs-signature: I am, in hope, GRACCHUS. — [843, 2488, 942, 2499]
article-continuation: Tuesday, 6th. The morning was fine, and we set out early along the banks of the river. The country through which we passed is well cultivated, and the farm houses are neat and comfortable. We stopped for dinner at a small village, where we found the people civil and obliging. In the afternoon we crossed the river by the ferry, and reached the town before nightfall. The town contains several churches, a court house, and many good stores. The land in the neighbourhood is of excellent quality, and sells at from five to twenty dollars an acre, according to its situation and improvements. Every man who is willing to work may here become the owner of a farm in a few years, and live in plenty and independence. The country is still new, the forests are being cleared, and every season brings an increase of settlers from the old countries. Tuesday, 6th. The morning was fine, and we set out early along the banks of the river. The country through which we passed is well cultivated, and the farm houses are neat and comfortable. We stopped for dinner at a small village, where we found the people civil and obliging. In the afternoon we crossed the river by the ferry, and reached the town before nightfall. The town contains several churches, a court house, and many good stores. The land in the neighbourhood is of excellent quality, and sells at from five to twenty dollars an acre, according to its situation and improvements. Every man who is willing to work may here become the owner of a farm in a few years, and live in plenty and independence. The country is still new, the forests are being cleared, and every season brings an increase of settlers from the old countries. Tuesday, 6th. The morning was fine, and we set out early along the banks of the river. The country through which we passed is well cultivated, and the farm houses are neat and comfortable. We stopped for dinner at a small village, where we found the people civil and obliging. In the afternoon we crossed the river by the ferry, and reached the town before nightfall. The town contains several churches, a court house, and many good stores. The land in the neighbourhood is of excellent quality, and sells at from five to twenty dollars an acre, according to its situation and improvements. Every man who is willing to work may here become the owner of a farm in a few years, and live in plenty and independence. The country is still new, the forests are being cleared, and every season brings an increase of settlers from the old countries. Tuesday, 6th. The morning was fine, and we set out early along the banks of the river. The country through which we passed is well cultivated, and the farm houses are neat and comfortable. We stopped for dinner at a small village, where we found the people civil and obliging. In the afternoon we crossed the river by the ferry, and reached the town before nightfall. The town contains several churches, a court house, and many good stores. The land in the neighbourhood is of excellent quality, and sells at from five to twenty dollars an acre, according to its situation and improvements. Every man who is willing to work may here become the owner of a farm in a few years, and live in plenty and independence. The country is still new, the forests are being cleared, and every season brings an increase of settlers from the old countries. Tuesday, 6th. The morning was fine, and we set out early along the banks of the river. The country through which we passed is well cultivated, and the farm houses are neat and comfortable. We stopped for dinner at a small village, where we found the people civil and obliging. In the afternoon we crossed the river by the ferry, and reached the town before nightfall. The town contains several churches, a court house, and many good stores. The land in the neighbourhood is of excellent quality, and sells at from five to twenty dollars an acre, according to its situation and improvements. Every man who is willing to work may here become the owner of a farm in a few years, and live in plenty and independence. The country is still new, the forests are being cleared, and every season brings an increase of settlers from the old countries. Tuesday, 6th. The morning was fine, and we set out early along the banks of the river. The country through which we passed is well cultivated, and the farm houses are neat and comfortable. We stopped for dinner at a small village, where we found the people civil and obliging. In the afternoon we crossed the river by the ferry, and reached the town before nightfall. The town contains several churches, a court house, and many good stores. The land in the neighbourhood is of excellent quality, and sells at from five to twenty dollars an acre, according to its situation and improvements. Every man who is willing to work may here become the owner of a farm in a few years, and live in plenty and independence. The country is still new, the forests are being cleared, and every season brings an increase of settlers from the old countries. — [502, 209, 720, 1114]
emigration-body-faded: To the rescue, brother Chartists, up—the notes and sound, Let every man stand within a living grave; To the rescue of every worth, brave chieftain's valiant By that resplendent star, the comet of the skies, Let the Sheffield Jail close, which detains so brave; We swear it, as we fear them not, for we have men of heart. To the rescue of our Champion, our leader and our friend; Dependent upon him and Oastler—to the splendid Whig-backed tribe. Having, by the kindness of a friend, obtained some particulars respecting the western country, I think the information may be of value to many who are now looking towards that land as a home. The emigrant should bear in mind that the cheapest route is not always the best, and that health and time are of more value than a few dollars saved upon the passage. To the rescue, brother Chartists, up—the notes and sound, Let every man stand within a living grave; To the rescue of every worth, brave chieftain's valiant By that resplendent star, the comet of the skies, Let the Sheffield Jail close, which detains so brave; We swear it, as we fear them not, for we have men of heart. To the rescue of our Champion, our leader and our friend; Dependent upon him and Oastler—to the splendid Whig-backed tribe. Having, by the kindness of a friend, obtained some particulars respecting the western country, I think the information may be of value to many who are now looking towards that land as a home. The emigrant should bear in mind that the cheapest route is not always the best, and that health and time are of more value than a few dollars saved upon the passage. To the rescue, brother Chartists, up—the notes and sound, Let every man stand within a living grave; To the rescue of every worth, brave chieftain's valiant By that resplendent star, the comet of the skies, Let the Sheffield Jail close, which detains so brave; We swear it, as we fear them not, for we have men of heart. To the rescue of our Champion, our leader and our friend; Dependent upon him and Oastler—to the splendid Whig-backed tribe. Having, by the kindness of a friend, obtained some particulars respecting the western country, I think the information may be of value to many who are now looking towards that land as a home. The emigrant should bear in mind that the cheapest route is not always the best, and that health and time are of more value than a few dollars saved upon the passage. To the rescue, brother Chartists, up—the notes and sound, Let every man stand within a living grave; To the rescue of every worth, brave chieftain's valiant By that resplendent star, the comet of the skies, Let the Sheffield Jail close, which detains so brave; We swear it, as we fear them not, for we have men of heart. To the rescue of our Champion, our leader and our friend; Dependent upon him and Oastler—to the splendid Whig-backed tribe. Having, by the kindness of a friend, obtained some particulars respecting the western country, I think the information may be of value to many who are now looking towards that land as a home. The emigrant should bear in mind that the cheapest route is not always the best, and that health and time are of more value than a few dollars saved upon the passage. To the rescue, brother Chartists, up—the notes and sound, Let every man stand within a living grave; To the rescue of every worth, brave chieftain's valiant By that resplendent star, the comet of the skies, Let the Sheffield Jail close, which detains so brave; We swear it, as we fear them not, for we have men of heart. To the rescue of our Champion, our leader and our friend; Dependent upon him and Oastler—to the splendid Whig-backed tribe. Having, by the kindness of a friend, obtained some particulars respecting the western country, I think the information may be of value to many who are now looking towards that land as a home. The emigrant should bear in mind that the cheapest route is not always the best, and that health and time are of more value than a few dollars saved upon the passage. To the rescue, brother Chartists, up—the notes and sound, Let every man stand within a living grave; To the rescue of every worth, brave chieftain's valiant By that resplendent star, the comet of the skies, Let the Sheffield Jail close, which detains so brave; We swear it, as we fear them not, for we have men of heart. To the rescue of our Champion, our leader and our friend; Dependent upon him and Oastler—to the splendid Whig-backed tribe. Having, by the kindness of a friend, obtained some particulars respecting the western country, I think the information may be of value to many who are now looking towards that land as a home. The emigrant should bear in mind that the cheapest route is not always the best, and that health and time are of more value than a few dollars saved upon the passage. To the rescue, brother Chartists, up—the notes and sound, Let every man stand within a living grave; To the rescue of every worth, brave chieftain's valiant By that resplendent star, the comet of the skies, Let the Sheffield Jail close, which detains so brave; We swear it, as we fear them not, for we have men of heart. To the rescue of our Champion, our leader and our friend; Dependent upon him and Oastler—to the splendid Whig-backed tribe. Having, by the kindness of a friend, obtained some particulars respecting the western country, I think the information may be of value to many who are now looking towards that land as a home. The emigrant should bear in mind that the cheapest route is not always the best, and that health and time are of more value than a few dollars saved upon the passage. — [55, 1433, 272, 2465]
column-6 — [1175, 50, 1399, 2520]
column-5 — [952, 50, 1168, 2200]
nbs-address: TO THE CHARTIST PUBLIC. — [758, 185, 911, 196]
nbs-continuation: I had crossed with Colonel Jones to see if there were any days on my return from the West, for the purpose of collecting information for the general information respecting the land and the climate. I may hereafter return to the subject, for I wish to give every information in my power to those who desire it. The steamboats upon the lakes are large and well appointed; the fare for emigrants is moderate, and the passage is generally quick and safe. Brothers,—My friends and myself have pleasure in informing you that we have established this society for the purpose of affording mutual assistance to the working classes in time of sickness and distress. The society is governed by its members, and every member has a voice in its management. The contributions are small, and within the reach of every working man; and the benefits are such as will secure to him and his family relief in the hour of need. We ask you to examine our rules, and to judge for yourselves whether the principle upon which we act is not the true one. We have no officers paid out of proportion to their services, no secret funds, and no expenses but such as are necessary for the conduct of the society. I had crossed with Colonel Jones to see if there were any days on my return from the West, for the purpose of collecting information for the general information respecting the land and the climate. I may hereafter return to the subject, for I wish to give every information in my power to those who desire it. The steamboats upon the lakes are large and well appointed; the fare for emigrants is moderate, and the passage is generally quick and safe. Brothers,—My friends and myself have pleasure in informing you that we have established this society for the purpose of affording mutual assistance to the working classes in time of sickness and distress. The society is governed by its members, and every member has a voice in its management. The contributions are small, and within the reach of every working man; and the benefits are such as will secure to him and his family relief in the hour of need. We ask you to examine our rules, and to judge for yourselves whether the principle upon which we act is not the true one. We have no officers paid out of proportion to their services, no secret funds, and no expenses but such as are necessary for the conduct of the society. I had crossed with Colonel Jones to see if there were any days on my return from the West, for the purpose of collecting information for the general information respecting the land and the climate. I may hereafter return to the subject, for I wish to give every information in my power to those who desire it. The steamboats upon the lakes are large and well appointed; the fare for emigrants is moderate, and the passage is generally quick and safe. Brothers,—My friends and myself have pleasure in informing you that we have established this society for the purpose of affording mutual assistance to the working classes in time of sickness and distress. The society is governed by its members, and every member has a voice in its management. The contributions are small, and within the reach of every working man; and the benefits are such as will secure to him and his family relief in the hour of need. We ask you to examine our rules, and to judge for yourselves whether the principle upon which we act is not the true one. We have no officers paid out of proportion to their services, no secret funds, and no expenses but such as are necessary for the conduct of the society. I had crossed with Colonel Jones to see if there were any days on my return from the West, for the purpose of collecting information for the general information respecting the land and the climate. I may hereafter return to the subject, for I wish to give every information in my power to those who desire it. The steamboats upon the lakes are large and well appointed; the fare for emigrants is moderate, and the passage is generally quick and safe. Brothers,—My friends and myself have pleasure in informing you that we have established this society for the purpose of affording mutual assistance to the working classes in time of sickness and distress. The society is governed by its members, and every member has a voice in its management. The contributions are small, and within the reach of every working man; and the benefits are such as will secure to him and his family relief in the hour of need. We ask you to examine our rules, and to judge for yourselves whether the principle upon which we act is not the true one. We have no officers paid out of proportion to their services, no secret funds, and no expenses but such as are necessary for the conduct of the society. I had crossed with Colonel Jones to see if there were any days on my return from the West, for the purpose of collecting information for the general information respecting the land and the climate. I may hereafter return to the subject, for I wish to give every information in my power to those who desire it. The steamboats upon the lakes are large and well appointed; the fare for emigrants is moderate, and the passage is generally quick and safe. Brothers,—My friends and myself have pleasure in informing you that we have established this society for the purpose of affording mutual assistance to the working classes in time of sickness and distress. The society is governed by its members, and every member has a voice in its management. The contributions are small, and within the reach of every working man; and the benefits are such as will secure to him and his family relief in the hour of need. We ask you to examine our rules, and to judge for yourselves whether the principle upon which we act is not the true one. We have no officers paid out of proportion to their services, no secret funds, and no expenses but such as are necessary for the conduct of the society. — [727, 338, 945, 1411]
column-rule — [722, 50, 723, 2066]
poem-continuation: To the rescue, brother Chartists, up—the notes and sound, Let every man stand within a living grave; To the rescue of every worth, brave chieftain's valiant By that resplendent star, the comet of the skies, Let the Sheffield Jail close, which detains so brave; We swear it, as we fear them not, for we have men of heart. To the rescue of our Champion, our leader and our friend; Dependent upon him and Oastler—to the splendid Whig-backed tribe. Having, by the kindness of a friend, obtained some particulars respecting the western country, I think the information may be of value to many who are now looking towards that land as a home. The emigrant should bear in mind that the cheapest route is not always the best, and that health and time are of more value than a few dollars saved upon the passage. To the rescue, brother Chartists, up—the notes and sound, Let every man stand within a living grave; To the rescue of every worth, brave chieftain's valiant By that resplendent star, the comet of the skies, Let the Sheffield Jail close, which detains so brave; We swear it, as we fear them not, for we have men of heart. To the rescue of our Champion, our leader and our friend; Dependent upon him and Oastler—to the splendid Whig-backed tribe. Having, by the kindness of a friend, obtained some particulars respecting the western country, I think the information may be of value to many who are now looking towards that land as a home. The emigrant should bear in mind that the cheapest route is not always the best, and that health and time are of more value than a few dollars saved upon the passage. To the rescue, brother Chartists, up—the notes and sound, Let every man stand within a living grave; To the rescue of every worth, brave chieftain's valiant By that resplendent star, the comet of the skies, Let the Sheffield Jail close, which detains so brave; We swear it, as we fear them not, for we have men of heart. To the rescue of our Champion, our leader and our friend; Dependent upon him and Oastler—to the splendid Whig-backed tribe. Having, by the kindness of a friend, obtained some particulars respecting the western country, I think the information may be of value to many who are now looking towards that land as a home. The emigrant should bear in mind that the cheapest route is not always the best, and that health and time are of more value than a few dollars saved upon the passage. To the rescue, brother Chartists, up—the notes and sound, Let every man stand within a living grave; To the rescue of every worth, brave chieftain's valiant By that resplendent star, the comet of the skies, Let the Sheffield Jail close, which detains so brave; We swear it, as we fear them not, for we have men of heart. To the rescue of our Champion, our leader and our friend; Dependent upon him and Oastler—to the splendid Whig-backed tribe. Having, by the kindness of a friend, obtained some particulars respecting the western country, I think the information may be of value to many who are now looking towards that land as a home. The emigrant should bear in mind that the cheapest route is not always the best, and that health and time are of more value than a few dollars saved upon the passage. To the rescue, brother Chartists, up—the notes and sound, Let every man stand within a living grave; To the rescue of every worth, brave chieftain's valiant By that resplendent star, the comet of the skies, Let the Sheffield Jail close, which detains so brave; We swear it, as we fear them not, for we have men of heart. To the rescue of our Champion, our leader and our friend; Dependent upon him and Oastler—to the splendid Whig-backed tribe. Having, by the kindness of a friend, obtained some particulars respecting the western country, I think the information may be of value to many who are now looking towards that land as a home. The emigrant should bear in mind that the cheapest route is not always the best, and that health and time are of more value than a few dollars saved upon the passage. To the rescue, brother Chartists, up—the notes and sound, Let every man stand within a living grave; To the rescue of every worth, brave chieftain's valiant By that resplendent star, the comet of the skies, Let the Sheffield Jail close, which detains so brave; We swear it, as we fear them not, for we have men of heart. To the rescue of our Champion, our leader and our friend; Dependent upon him and Oastler—to the splendid Whig-backed tribe. Having, by the kindness of a friend, obtained some particulars respecting the western country, I think the information may be of value to many who are now looking towards that land as a home. The emigrant should bear in mind that the cheapest route is not always the best, and that health and time are of more value than a few dollars saved upon the passage. To the rescue, brother Chartists, up—the notes and sound, Let every man stand within a living grave; To the rescue of every worth, brave chieftain's valiant By that resplendent star, the comet of the skies, Let the Sheffield Jail close, which detains so brave; We swear it, as we fear them not, for we have men of heart. To the rescue of our Champion, our leader and our friend; Dependent upon him and Oastler—to the splendid Whig-backed tribe. Having, by the kindness of a friend, obtained some particulars respecting the western country, I think the information may be of value to many who are now looking towards that land as a home. The emigrant should bear in mind that the cheapest route is not always the best, and that health and time are of more value than a few dollars saved upon the passage. — [55, 223, 272, 1255]
